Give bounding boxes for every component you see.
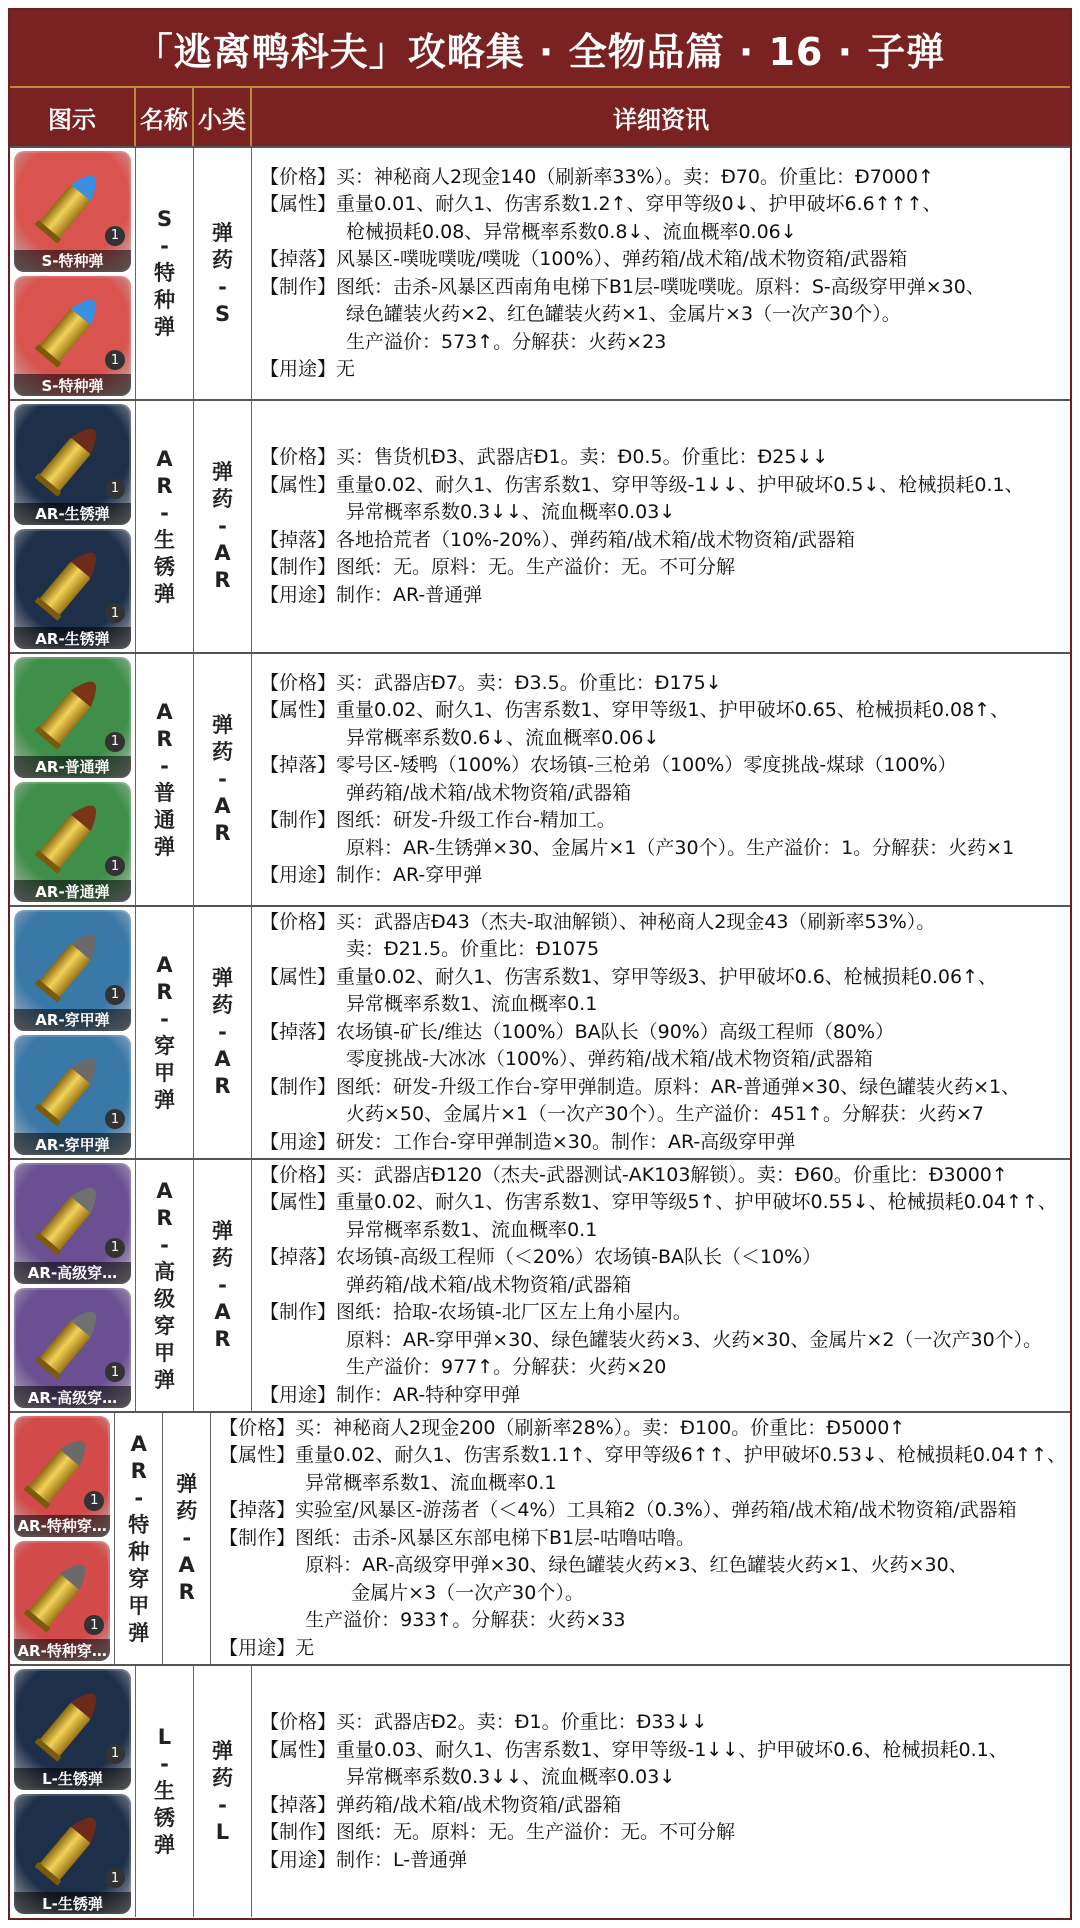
- detail-line: 【属性】重量0.02、耐久1、伤害系数1、穿甲等级3、护甲破坏0.6、枪械损耗0.06↑、: [260, 965, 998, 988]
- header-name-column: 名称: [136, 88, 194, 146]
- bullet-icon: [14, 1035, 131, 1156]
- bullet-icon: [14, 782, 131, 903]
- bullet-icon: [14, 404, 131, 525]
- detail-line: 【属性】重量0.02、耐久1、伤害系数1、穿甲等级1、护甲破坏0.65、枪械损耗0.08↑、: [260, 699, 1010, 721]
- detail-line: 【价格】买：武器店Đ7。卖：Đ3.5。价重比：Đ175↓: [260, 671, 722, 694]
- stack-count-badge: 1: [105, 479, 125, 499]
- stack-count-badge: 1: [84, 1491, 104, 1511]
- bullet-icon: [14, 1288, 131, 1409]
- item-category-text: 弹 药 - A R: [212, 713, 233, 845]
- detail-line: 【价格】买：武器店Đ43（杰夫-取油解锁）、神秘商人2现金43（刷新率53%）。: [260, 910, 936, 933]
- item-category: [194, 907, 252, 1158]
- icon-label: AR-普通弹: [14, 756, 131, 778]
- item-name: [136, 907, 194, 1158]
- detail-line: 【用途】制作：AR-穿甲弹: [260, 864, 483, 886]
- header-category-column: 小类: [194, 88, 252, 146]
- icon-label: AR-高级穿…: [14, 1386, 131, 1408]
- detail-line: 火药×50、金属片×1（一次产30个）。生产溢价：451↑。分解获：火药×7: [346, 1103, 984, 1126]
- detail-line: 异常概率系数0.3↓↓、流血概率0.03↓: [346, 1766, 676, 1788]
- detail-line: 【用途】制作：AR-特种穿甲弹: [260, 1383, 521, 1406]
- stack-count-badge: 1: [105, 350, 125, 370]
- stack-count-badge: 1: [105, 226, 125, 246]
- bullet-icon: [14, 1794, 131, 1915]
- item-name-text: A R - 生 锈 弹: [154, 446, 175, 606]
- bullet-icon: [14, 657, 131, 778]
- bullet-icon: [14, 910, 131, 1031]
- detail-line: 【制作】图纸：击杀-风暴区东部电梯下B1层-咕噜咕噜。: [219, 1526, 695, 1549]
- item-icons: [10, 1413, 115, 1664]
- stack-count-badge: 1: [105, 1109, 125, 1129]
- detail-line: 【掉落】弹药箱/战术箱/战术物资箱/武器箱: [260, 1793, 622, 1816]
- bullet-icon: [14, 1541, 110, 1662]
- table-row: [10, 1664, 1070, 1917]
- table-row: [10, 1158, 1070, 1411]
- icon-label: S-特种弹: [14, 250, 131, 272]
- detail-line: 【掉落】农场镇-矿长/维达（100%）BA队长（90%）高级工程师（80%）: [260, 1020, 895, 1043]
- detail-line: 【制作】图纸：击杀-风暴区西南角电梯下B1层-噗咙噗咙。原料：S-高级穿甲弹×30、: [260, 275, 985, 298]
- icon-label: AR-普通弹: [14, 880, 131, 902]
- detail-line: 生产溢价：573↑。分解获：火药×23: [346, 330, 667, 353]
- stack-count-badge: 1: [105, 1868, 125, 1888]
- detail-line: 弹药箱/战术箱/战术物资箱/武器箱: [346, 781, 632, 804]
- item-category-text: 弹 药 - A R: [176, 1472, 198, 1604]
- header-details-column: 详细资讯: [613, 105, 709, 134]
- table-row: [10, 905, 1070, 1158]
- detail-line: 零度挑战-大冰冰（100%）、弹药箱/战术箱/战术物资箱/武器箱: [346, 1048, 873, 1071]
- item-details: [252, 654, 1070, 905]
- table-row: [10, 399, 1070, 652]
- icon-label: AR-特种穿…: [14, 1639, 110, 1661]
- item-category-text: 弹 药 - A R: [212, 966, 233, 1098]
- stack-count-badge: 1: [105, 732, 125, 752]
- item-name-text: A R - 穿 甲 弹: [154, 952, 175, 1112]
- detail-line: 【属性】重量0.01、耐久1、伤害系数1.2↑、穿甲等级0↓、护甲破坏6.6↑↑↑、: [260, 193, 942, 215]
- icon-label: L-生锈弹: [14, 1768, 131, 1790]
- icon-label: AR-穿甲弹: [14, 1009, 131, 1031]
- item-name: [136, 148, 194, 399]
- detail-line: 【价格】买：神秘商人2现金200（刷新率28%）。卖：Đ100。价重比：Đ5000↑: [219, 1416, 906, 1439]
- bullet-icon: [14, 151, 131, 272]
- icon-label: AR-高级穿…: [14, 1262, 131, 1284]
- item-name-text: A R - 特 种 穿 甲 弹: [128, 1431, 150, 1645]
- detail-line: 异常概率系数0.3↓↓、流血概率0.03↓: [346, 501, 676, 523]
- item-name: [115, 1413, 163, 1664]
- detail-line: 【掉落】实验室/风暴区-游荡者（＜4%）工具箱2（0.3%）、弹药箱/战术箱/战术物资箱/武器箱: [219, 1499, 1017, 1522]
- item-name: [136, 1160, 194, 1411]
- detail-line: 【属性】重量0.02、耐久1、伤害系数1.1↑、穿甲等级6↑↑、护甲破坏0.53↓、枪械损耗0.04↑↑、: [219, 1444, 1066, 1467]
- detail-line: 金属片×3（一次产30个）。: [351, 1581, 584, 1604]
- icon-label: S-特种弹: [14, 374, 131, 396]
- item-name: [136, 654, 194, 905]
- detail-line: 【掉落】零号区-矮鸭（100%）农场镇-三枪弟（100%）零度挑战-煤球（100%）: [260, 754, 957, 776]
- item-category-text: 弹 药 - A R: [212, 460, 233, 592]
- detail-line: 【属性】重量0.03、耐久1、伤害系数1、穿甲等级-1↓↓、护甲破坏0.6、枪械损耗0.1、: [260, 1738, 1008, 1761]
- detail-line: 生产溢价：933↑。分解获：火药×33: [305, 1609, 626, 1632]
- item-category: [194, 401, 252, 652]
- item-category-text: 弹 药 - A R: [212, 1219, 233, 1351]
- stack-count-badge: 1: [105, 1238, 125, 1258]
- table-row: [10, 146, 1070, 399]
- item-details: [252, 1160, 1070, 1411]
- header-icon-column: 图示: [10, 88, 136, 146]
- detail-line: 【掉落】农场镇-高级工程师（＜20%）农场镇-BA队长（＜10%）: [260, 1246, 822, 1269]
- detail-line: 【制作】图纸：无。原料：无。生产溢价：无。不可分解: [260, 1821, 736, 1843]
- item-icons: [10, 907, 136, 1158]
- detail-line: 【用途】无: [260, 358, 356, 380]
- detail-line: 绿色罐装火药×2、红色罐装火药×1、金属片×3（一次产30个）。: [346, 303, 901, 325]
- detail-line: 卖：Đ21.5。价重比：Đ1075: [346, 938, 600, 961]
- detail-line: 【用途】制作：AR-普通弹: [260, 583, 483, 606]
- detail-line: 【制作】图纸：研发-升级工作台-穿甲弹制造。原料：AR-普通弹×30、绿色罐装火药×1、: [260, 1075, 1021, 1098]
- item-category: [194, 1160, 252, 1411]
- item-name-text: A R - 普 通 弹: [154, 699, 175, 859]
- item-category: [163, 1413, 211, 1664]
- item-name-text: A R - 高 级 穿 甲 弹: [154, 1178, 175, 1392]
- detail-line: 【用途】无: [219, 1636, 315, 1659]
- page-title: 「逃离鸭科夫」攻略集 · 全物品篇 · 16 · 子弹: [10, 10, 1070, 86]
- icon-label: AR-生锈弹: [14, 503, 131, 525]
- table-row: [10, 652, 1070, 905]
- item-category: [194, 148, 252, 399]
- detail-line: 【价格】买：售货机Đ3、武器店Đ1。卖：Đ0.5。价重比：Đ25↓↓: [260, 446, 829, 468]
- stack-count-badge: 1: [105, 603, 125, 623]
- item-details: [252, 1666, 1070, 1917]
- detail-line: 原料：AR-穿甲弹×30、绿色罐装火药×3、火药×30、金属片×2（一次产30个）。: [346, 1328, 1043, 1351]
- item-category-text: 弹 药 - S: [212, 220, 233, 326]
- detail-line: 【掉落】风暴区-噗咙噗咙/噗咙（100%）、弹药箱/战术箱/战术物资箱/武器箱: [260, 248, 908, 270]
- stack-count-badge: 1: [105, 985, 125, 1005]
- item-name-text: L - 生 锈 弹: [154, 1725, 175, 1857]
- bullet-icon: [14, 1669, 131, 1790]
- bullet-icon: [14, 529, 131, 650]
- bullet-icon: [14, 276, 131, 397]
- detail-line: 【制作】图纸：研发-升级工作台-精加工。: [260, 809, 616, 831]
- detail-line: 异常概率系数1、流血概率0.1: [305, 1471, 557, 1494]
- detail-line: 弹药箱/战术箱/战术物资箱/武器箱: [346, 1273, 632, 1296]
- item-icons: [10, 654, 136, 905]
- item-category: [194, 654, 252, 905]
- icon-label: AR-特种穿…: [14, 1515, 110, 1537]
- detail-line: 【属性】重量0.02、耐久1、伤害系数1、穿甲等级5↑、护甲破坏0.55↓、枪械损耗0.04↑↑、: [260, 1191, 1057, 1214]
- detail-line: 【制作】图纸：无。原料：无。生产溢价：无。不可分解: [260, 556, 736, 578]
- guide-table: [8, 8, 1072, 1920]
- detail-line: 枪械损耗0.08、异常概率系数0.8↓、流血概率0.06↓: [346, 220, 797, 243]
- stack-count-badge: 1: [84, 1615, 104, 1635]
- detail-line: 【属性】重量0.02、耐久1、伤害系数1、穿甲等级-1↓↓、护甲破坏0.5↓、枪械损耗0.1、: [260, 473, 1024, 496]
- detail-line: 原料：AR-生锈弹×30、金属片×1（产30个）。生产溢价：1。分解获：火药×1: [346, 836, 1015, 859]
- item-icons: [10, 1666, 136, 1917]
- bullet-icon: [14, 1416, 110, 1537]
- detail-line: 生产溢价：977↑。分解获：火药×20: [346, 1356, 667, 1379]
- item-name-text: S - 特 种 弹: [154, 207, 175, 339]
- item-icons: [10, 1160, 136, 1411]
- table-body: [10, 146, 1070, 1917]
- detail-line: 异常概率系数1、流血概率0.1: [346, 1218, 598, 1241]
- detail-line: 【价格】买：武器店Đ120（杰夫-武器测试-AK103解锁）。卖：Đ60。价重比：Đ3000↑: [260, 1163, 1008, 1186]
- detail-line: 【价格】买：武器店Đ2。卖：Đ1。价重比：Đ33↓↓: [260, 1711, 708, 1733]
- item-details: [252, 401, 1070, 652]
- table-row: [10, 1411, 1070, 1664]
- detail-line: 异常概率系数1、流血概率0.1: [346, 993, 598, 1016]
- item-details: [252, 907, 1070, 1158]
- stack-count-badge: 1: [105, 1362, 125, 1382]
- detail-line: 【价格】买：神秘商人2现金140（刷新率33%）。卖：Đ70。价重比：Đ7000↑: [260, 165, 934, 188]
- item-category-text: 弹 药 - L: [212, 1738, 233, 1844]
- stack-count-badge: 1: [105, 856, 125, 876]
- item-name: [136, 1666, 194, 1917]
- item-icons: [10, 148, 136, 399]
- bullet-icon: [14, 1163, 131, 1284]
- detail-line: 【掉落】各地拾荒者（10%-20%）、弹药箱/战术箱/战术物资箱/武器箱: [260, 528, 856, 551]
- icon-label: AR-生锈弹: [14, 627, 131, 649]
- detail-line: 原料：AR-高级穿甲弹×30、绿色罐装火药×3、红色罐装火药×1、火药×30、: [305, 1554, 968, 1577]
- item-name: [136, 401, 194, 652]
- item-category: [194, 1666, 252, 1917]
- detail-line: 【制作】图纸：拾取-农场镇-北厂区左上角小屋内。: [260, 1301, 692, 1324]
- item-icons: [10, 401, 136, 652]
- item-details: [252, 148, 1070, 399]
- icon-label: AR-穿甲弹: [14, 1133, 131, 1155]
- icon-label: L-生锈弹: [14, 1892, 131, 1914]
- detail-line: 【用途】研发：工作台-穿甲弹制造×30。制作：AR-高级穿甲弹: [260, 1130, 796, 1153]
- stack-count-badge: 1: [105, 1744, 125, 1764]
- detail-line: 【用途】制作：L-普通弹: [260, 1848, 468, 1871]
- detail-line: 异常概率系数0.6↓、流血概率0.06↓: [346, 726, 660, 749]
- table-header: [10, 86, 1070, 146]
- item-details: [211, 1413, 1070, 1664]
